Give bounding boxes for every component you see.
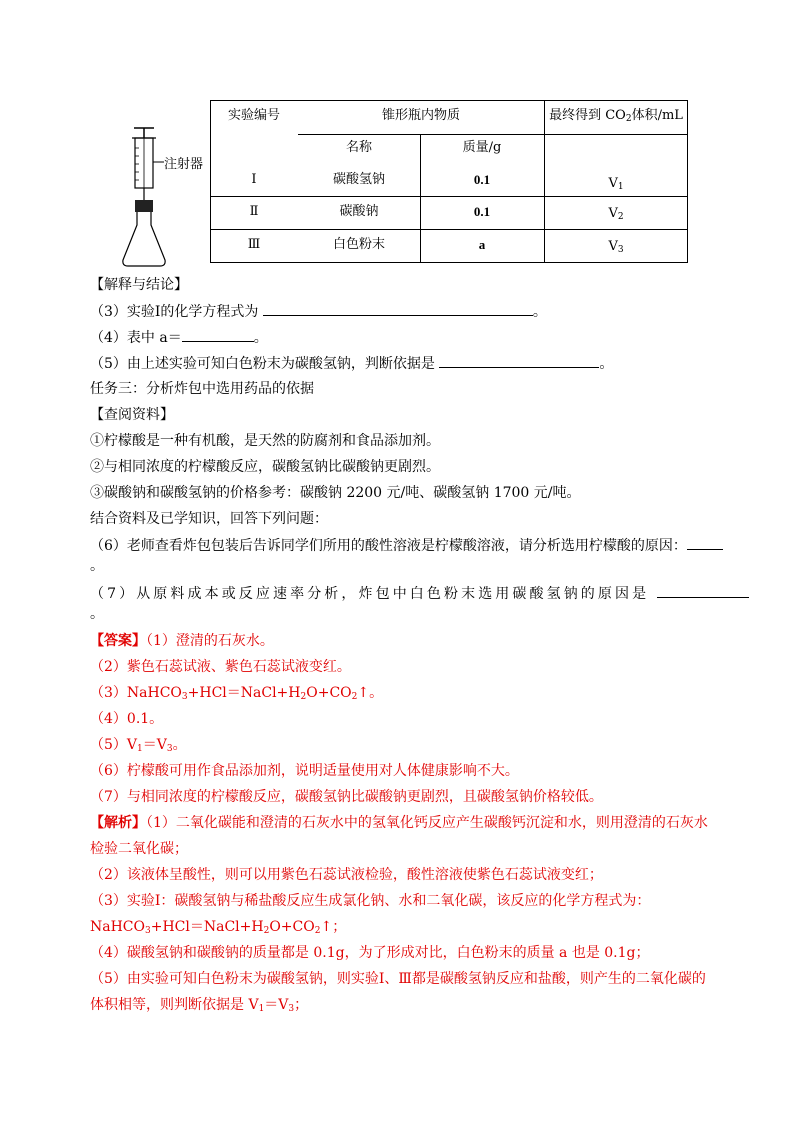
row3-id: Ⅲ [247,237,261,252]
experiment-table [210,100,688,262]
answer-3: $(3)NaHCO_3+HCl=NaCl+H_2O+CO_2↑$。 [90,685,384,702]
combine-instruction: 结合资料及已学知识，回答下列问题： [90,511,328,527]
reference-2: ②与相同浓度的柠檬酸反应，碳酸氢钠比碳酸钠更剧烈。 [90,459,440,475]
analysis-4: （4）碳酸氢钠和碳酸钠的质量都是 0.1g，为了形成对比，白色粉末的质量 a 也是 0.1g； [90,945,650,961]
syringe-label: 注射器 [164,157,204,172]
answer-2: （2）紫色石蕊试液、紫色石蕊试液变红。 [90,659,351,675]
header-co2-volume: 最终得到 $CO_2$体积/mL [549,108,683,124]
analysis-5b: 体积相等，则判断依据是 $V_1=V_3$； [90,997,309,1014]
row1-mass: 0.1 [473,172,491,187]
answer-1: 【答案】（1）澄清的石灰水。 [90,633,274,649]
header-mass: 质量/g [462,140,502,155]
answer-6: （6）柠檬酸可用作食品添加剂，说明适量使用对人体健康影响不大。 [90,763,519,779]
analysis-3b: $NaHCO_3+HCl=NaCl+H_2O+CO_2↑$； [90,919,347,936]
row2-volume: $V_2$ [608,206,624,222]
row2-mass: 0.1 [473,204,491,219]
answer-5: $(5)V_1=V_3$。 [90,737,187,754]
row1-name: 碳酸氢钠 [332,172,385,187]
task-3-heading: 任务三：分析炸包中选用药品的依据 [90,381,314,397]
section-explain: 【解释与结论】 [90,277,188,293]
analysis-1a: 【解析】（1）二氧化碳能和澄清的石灰水中的氢氧化钙反应产生碳酸钙沉淀和水，则用澄清的石灰水 [90,815,708,831]
row2-name: 碳酸钠 [339,204,379,219]
syringe-flask-diagram [120,120,210,270]
analysis-1b: 检验二氧化碳； [90,841,188,857]
question-5: （5）由上述实验可知白色粉末为碳酸氢钠，判断依据是 。 [90,353,613,374]
row3-name: 白色粉末 [332,237,385,252]
question-7-end: 。 [90,606,104,622]
question-7: （7）从原料成本或反应速率分析，炸包中白色粉末选用碳酸氢钠的原因是 [90,583,749,604]
header-exp-id: 实验编号 [227,108,280,123]
row1-id: Ⅰ [251,172,257,187]
section-reference: 【查阅资料】 [90,407,174,423]
row3-volume: $V_3$ [608,239,624,255]
row3-mass: a [478,237,486,252]
analysis-2: （2）该液体呈酸性，则可以用紫色石蕊试液检验，酸性溶液使紫色石蕊试液变红； [90,867,603,883]
row2-id: Ⅱ [249,204,259,219]
analysis-3a: （3）实验Ⅰ：碳酸氢钠与稀盐酸反应生成氯化钠、水和二氧化碳，该反应的化学方程式为： [90,893,651,909]
answer-4: （4）0.1。 [90,711,164,727]
reference-3: ③碳酸钠和碳酸氢钠的价格参考：碳酸钠 2200 元/吨、碳酸氢钠 1700 元/吨。 [90,485,581,501]
question-6-end: 。 [90,558,104,574]
reference-1: ①柠檬酸是一种有机酸，是天然的防腐剂和食品添加剂。 [90,433,440,449]
answer-7: （7）与相同浓度的柠檬酸反应，碳酸氢钠比碳酸钠更剧烈，且碳酸氢钠价格较低。 [90,789,603,805]
question-6: （6）老师查看炸包包装后告诉同学们所用的酸性溶液是柠檬酸溶液，请分析选用柠檬酸的原因： [90,535,723,556]
analysis-5a: （5）由实验可知白色粉末为碳酸氢钠，则实验Ⅰ、Ⅲ都是碳酸氢钠反应和盐酸，则产生的二氧化碳的 [90,971,706,987]
row1-volume: $V_1$ [608,176,624,192]
header-name: 名称 [345,140,372,155]
question-3: （3）实验Ⅰ的化学方程式为 。 [90,301,547,322]
header-flask-contents: 锥形瓶内物质 [381,108,460,123]
question-4: （4）表中 a＝ 。 [90,327,268,348]
